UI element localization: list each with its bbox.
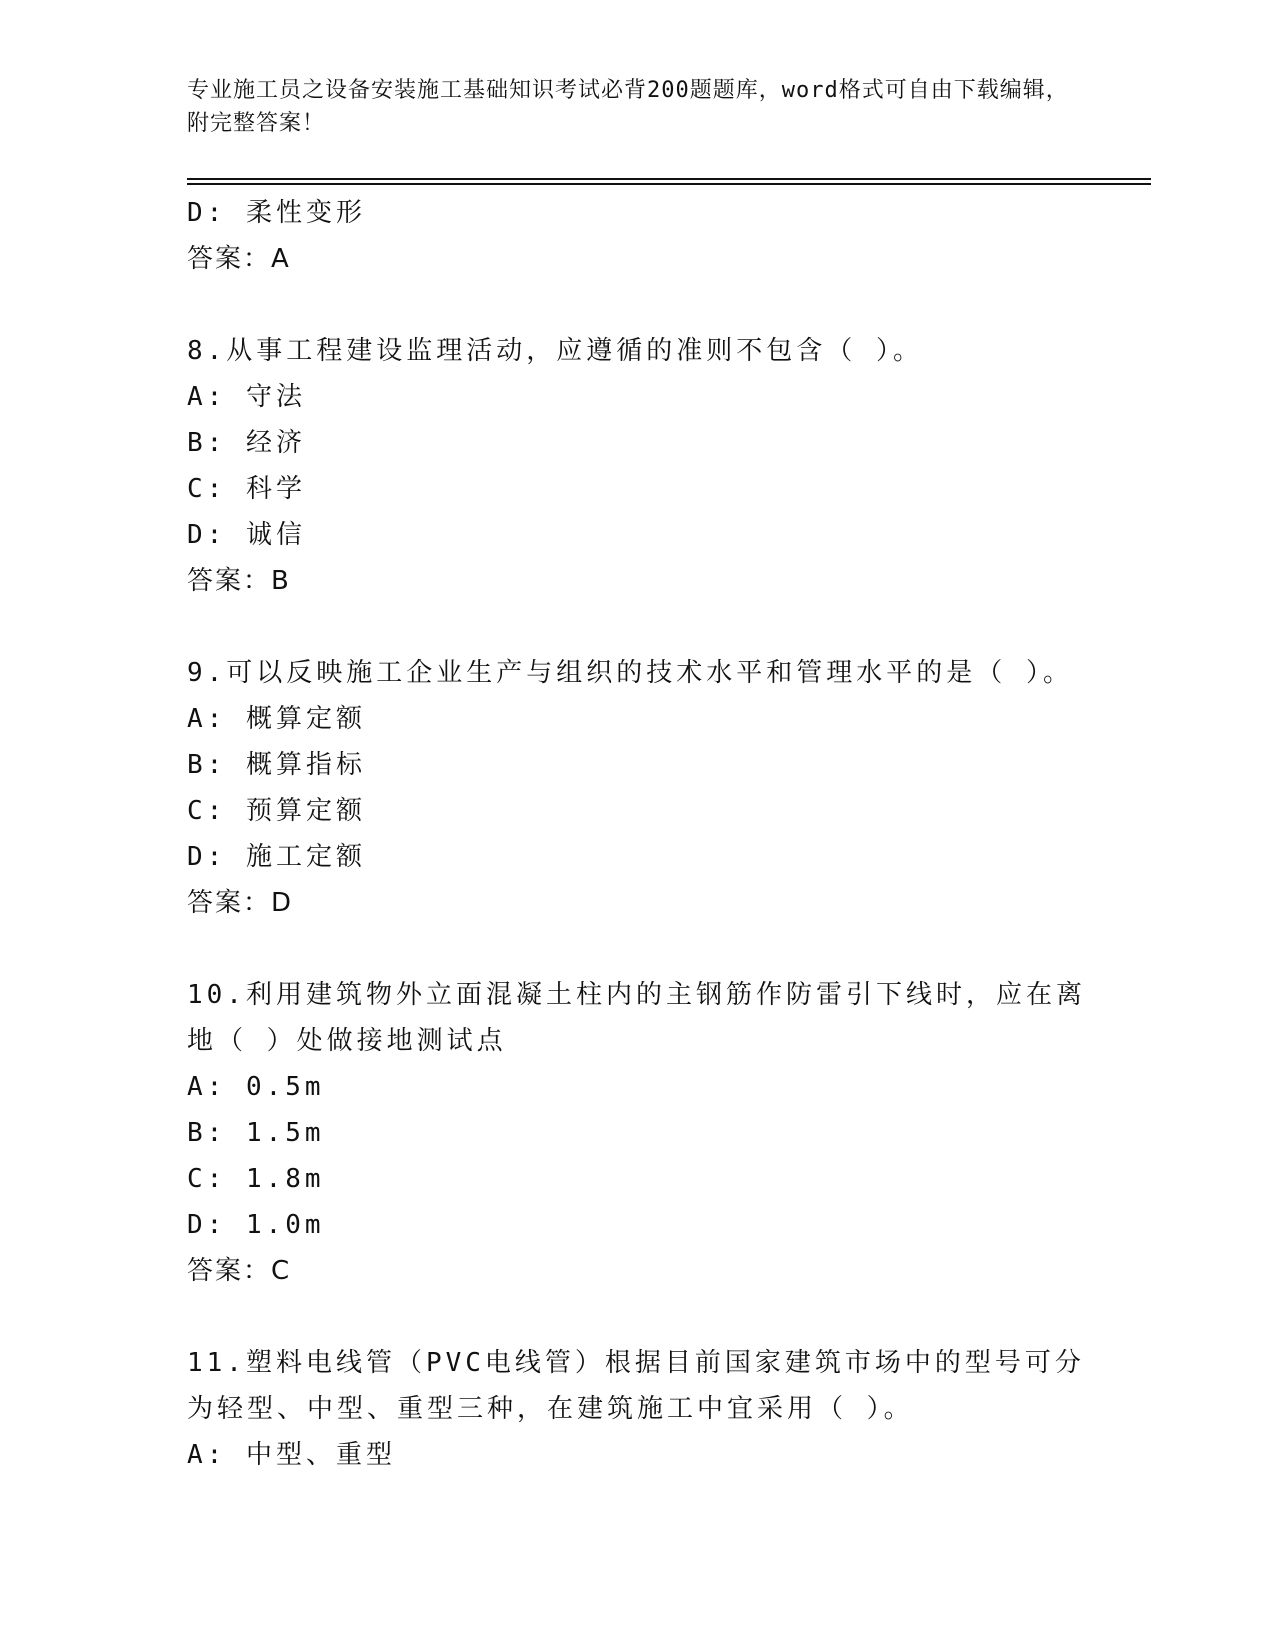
question-10-option-b: B: 1.5m	[187, 1118, 325, 1148]
spacer	[187, 604, 1087, 650]
question-9-text: 9.可以反映施工企业生产与组织的技术水平和管理水平的是（ ）。	[187, 658, 1073, 688]
document-header: 专业施工员之设备安装施工基础知识考试必背200题题库，word格式可自由下载编辑，附完整答案！	[187, 78, 1069, 136]
question-9-option-c: C: 预算定额	[187, 796, 366, 826]
question-8-answer: 答案：B	[187, 566, 291, 596]
question-11-text: 11.塑料电线管（PVC电线管）根据目前国家建筑市场中的型号可分为轻型、中型、重型三种，在建筑施工中宜采用（ ）。	[187, 1348, 1085, 1424]
question-11-option-a: A: 中型、重型	[187, 1440, 396, 1470]
question-8-option-d: D: 诚信	[187, 520, 306, 550]
question-10-text: 10.利用建筑物外立面混凝土柱内的主钢筋作防雷引下线时，应在离地（ ）处做接地测试点	[187, 980, 1086, 1056]
spacer	[187, 926, 1087, 972]
option-d: D: 柔性变形	[187, 198, 366, 228]
question-8-option-a: A: 守法	[187, 382, 306, 412]
question-8-option-c: C: 科学	[187, 474, 306, 504]
question-8-text: 8.从事工程建设监理活动，应遵循的准则不包含（ ）。	[187, 336, 923, 366]
spacer	[187, 282, 1087, 328]
question-9-option-d: D: 施工定额	[187, 842, 366, 872]
question-9-option-a: A: 概算定额	[187, 704, 366, 734]
question-10-option-d: D: 1.0m	[187, 1210, 325, 1240]
question-9-answer: 答案：D	[187, 888, 294, 918]
question-10-answer: 答案：C	[187, 1256, 292, 1286]
spacer	[187, 1294, 1087, 1340]
question-list	[187, 190, 1087, 1478]
question-10-option-a: A: 0.5m	[187, 1072, 325, 1102]
question-9-option-b: B: 概算指标	[187, 750, 366, 780]
header-rule-bottom	[187, 183, 1151, 185]
answer-line: 答案：A	[187, 244, 291, 274]
question-10-option-c: C: 1.8m	[187, 1164, 325, 1194]
question-8-option-b: B: 经济	[187, 428, 306, 458]
header-rule-top	[187, 178, 1151, 180]
